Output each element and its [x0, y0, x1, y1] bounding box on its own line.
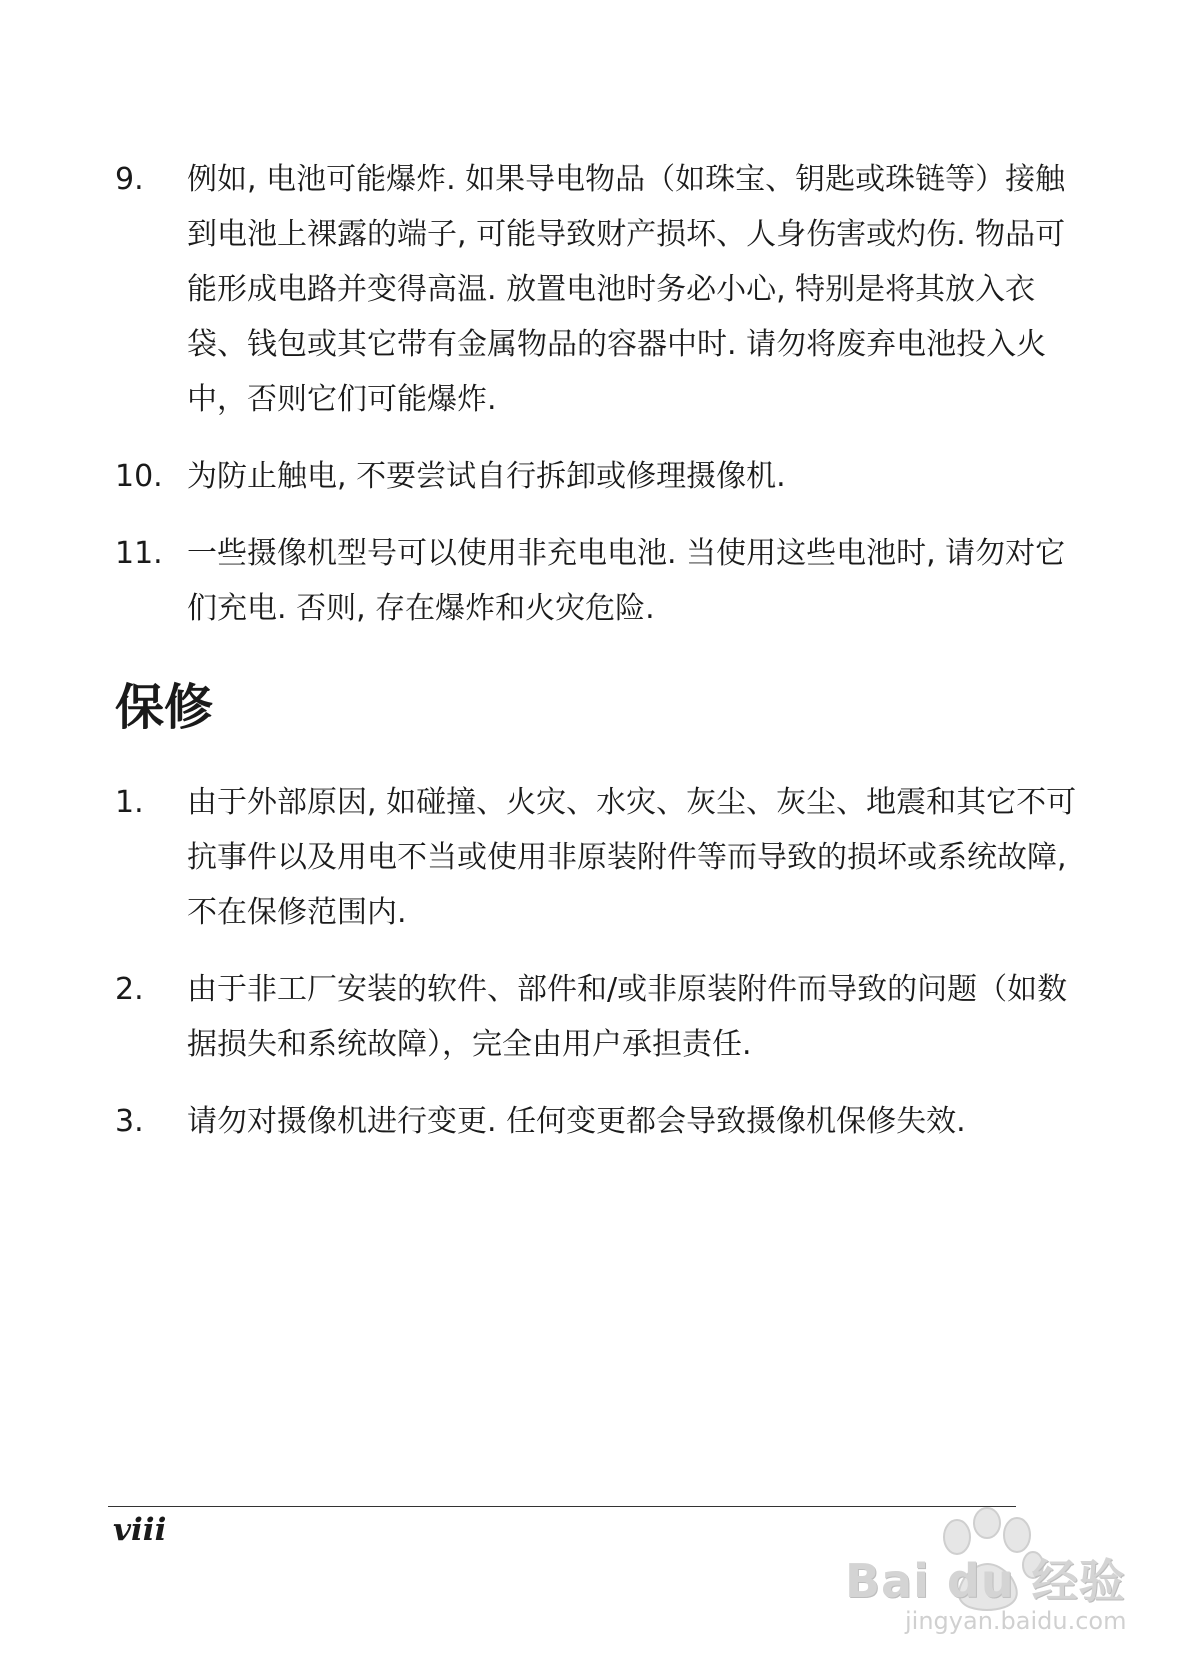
item-number: 3. — [115, 1104, 144, 1139]
item-number: 1. — [115, 785, 144, 820]
item-number: 11. — [115, 536, 163, 571]
item-text: 请勿对摄像机进行变更. 任何变更都会导致摄像机保修失效. — [187, 1104, 966, 1139]
list-item — [115, 1094, 1095, 1149]
list-item — [115, 152, 1095, 427]
item-text: 由于外部原因, 如碰撞、火灾、水灾、灰尘、灰尘、地震和其它不可抗事件以及用电不当或使用非原装附件等而导致的损坏或系统故障, 不在保修范围内. — [187, 785, 1077, 930]
item-text: 为防止触电, 不要尝试自行拆卸或修理摄像机. — [187, 459, 786, 494]
list-item — [115, 962, 1095, 1072]
item-text: 例如, 电池可能爆炸. 如果导电物品（如珠宝、钥匙或珠链等）接触到电池上裸露的端子, 可能导致财产损坏、人身伤害或灼伤. 物品可能形成电路并变得高温. 放置电池时务必小心, 特别是将其放入衣袋、钱包或其它带有金属物品的容器中时. 请勿将废弃电池投入火中，否则它们可能爆炸. — [187, 162, 1066, 417]
list-item — [115, 449, 1095, 504]
list-item — [115, 775, 1095, 940]
section-heading-warranty: 保修 — [115, 679, 214, 736]
watermark-url: jingyan.baidu.com — [905, 1607, 1127, 1635]
safety-list — [115, 152, 1095, 636]
watermark-brand: Bai du 经验 — [845, 1554, 1126, 1608]
item-text: 一些摄像机型号可以使用非充电电池. 当使用这些电池时, 请勿对它们充电. 否则, 存在爆炸和火灾危险. — [187, 536, 1066, 626]
baidu-watermark — [845, 1505, 1135, 1645]
list-item — [115, 526, 1095, 636]
item-number: 9. — [115, 162, 144, 197]
item-number: 2. — [115, 972, 144, 1007]
warranty-list — [115, 775, 1095, 1149]
page-number: viii — [113, 1512, 167, 1548]
item-text: 由于非工厂安装的软件、部件和/或非原装附件而导致的问题（如数据损失和系统故障），完全由用户承担责任. — [187, 972, 1068, 1062]
item-number: 10. — [115, 459, 163, 494]
